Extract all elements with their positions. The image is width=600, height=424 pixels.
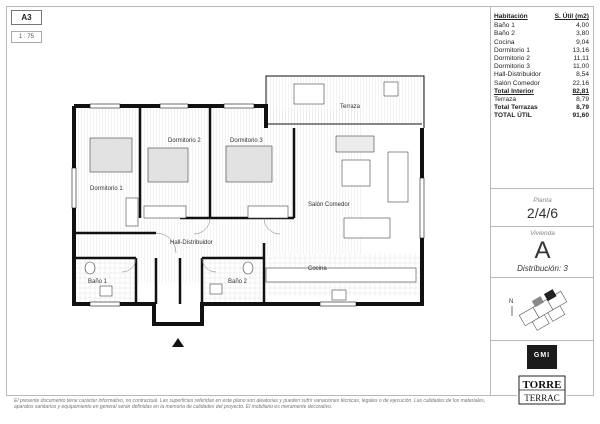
area-table-row: Dormitorio 2 11,11 (494, 55, 589, 63)
divider-3 (491, 277, 594, 278)
tv-unit (388, 152, 408, 202)
label-bano-2: Baño 2 (228, 279, 248, 285)
terrace-chair (384, 82, 398, 96)
label-terraza: Terraza (340, 104, 361, 110)
washbasin-1 (100, 286, 112, 296)
torre-terrace-logo (517, 374, 567, 406)
svg-text:TERRAC: TERRAC (524, 393, 560, 403)
area-table-row: Hall-Distribuidor 8,54 (494, 71, 589, 79)
bed-dormitorio-3 (226, 146, 272, 182)
area-table-row: Dormitorio 1 13,16 (494, 46, 589, 54)
sink (332, 290, 346, 300)
planta-label: Planta (533, 197, 552, 204)
row-terraza: Terraza 8,79 (494, 96, 589, 104)
dining-table (344, 218, 390, 238)
area-table-row: Baño 2 3,80 (494, 30, 589, 38)
washbasin-2 (210, 284, 222, 294)
disclaimer-footer: El presente documento tiene carácter informativo, no contractual. Las superficies referidas en este plano son aleatorias y pueden sufrir variaciones técnicas, legales o de ejecución. Las calidades de los materiales, aparatos sanitarios y equipamiento en general serán definidas en la memoria de calidades del proyecto. El mobiliario es meramente decorativo. (14, 398, 486, 410)
label-cocina: Cocina (308, 266, 327, 272)
plan-scale: 1 : 75 (11, 31, 42, 43)
column-room: Habitación (494, 13, 528, 20)
planta-value: 2/4/6 (526, 205, 559, 221)
divider-4 (491, 340, 594, 341)
label-dormitorio-2: Dormitorio 2 (168, 138, 201, 144)
area-table-rows (494, 22, 589, 88)
compass-label: N (509, 299, 514, 305)
divider-2 (491, 226, 594, 227)
entrance-arrow-icon (172, 338, 184, 347)
label-dormitorio-3: Dormitorio 3 (230, 138, 263, 144)
sofa (336, 136, 374, 152)
toilet-1 (85, 262, 95, 274)
bed-dormitorio-2 (148, 148, 188, 182)
label-hall: Hall-Distribuidor (170, 240, 213, 246)
area-table-row: Baño 1 4,00 (494, 22, 589, 30)
row-total-terrazas: Total Terrazas 8,79 (494, 104, 589, 112)
building-key-icon (516, 286, 572, 334)
kitchen-counter (266, 268, 416, 282)
gmi-logo: GMI (527, 345, 557, 369)
terrace-table (294, 84, 324, 104)
terrace-floor (266, 76, 424, 124)
vivienda-label: Vivienda (530, 230, 555, 237)
svg-text:TORRE: TORRE (522, 379, 562, 391)
vivienda-value: A (534, 237, 551, 264)
plan-code: A3 (11, 10, 42, 25)
label-bano-1: Baño 1 (88, 279, 108, 285)
area-table-header (494, 13, 589, 21)
label-salon: Salón Comedor (308, 202, 350, 208)
area-table-row: Dormitorio 3 11,00 (494, 63, 589, 71)
key-plan (497, 280, 591, 340)
label-dormitorio-1: Dormitorio 1 (90, 186, 123, 192)
column-area: S. Útil (m2) (554, 13, 589, 20)
toilet-2 (243, 262, 253, 274)
area-table (494, 13, 589, 121)
distribucion-label: Distribución: 3 (517, 264, 568, 273)
row-total-util: TOTAL ÚTIL 91,60 (494, 112, 589, 120)
row-total-interior: Total Interior 82,81 (494, 87, 589, 95)
bed-dormitorio-1 (90, 138, 132, 172)
area-table-row: Salón Comedor 22,16 (494, 79, 589, 87)
floor-plan (60, 68, 432, 348)
coffee-table (342, 160, 370, 186)
divider-1 (491, 188, 594, 189)
area-table-row: Cocina 9,04 (494, 38, 589, 46)
